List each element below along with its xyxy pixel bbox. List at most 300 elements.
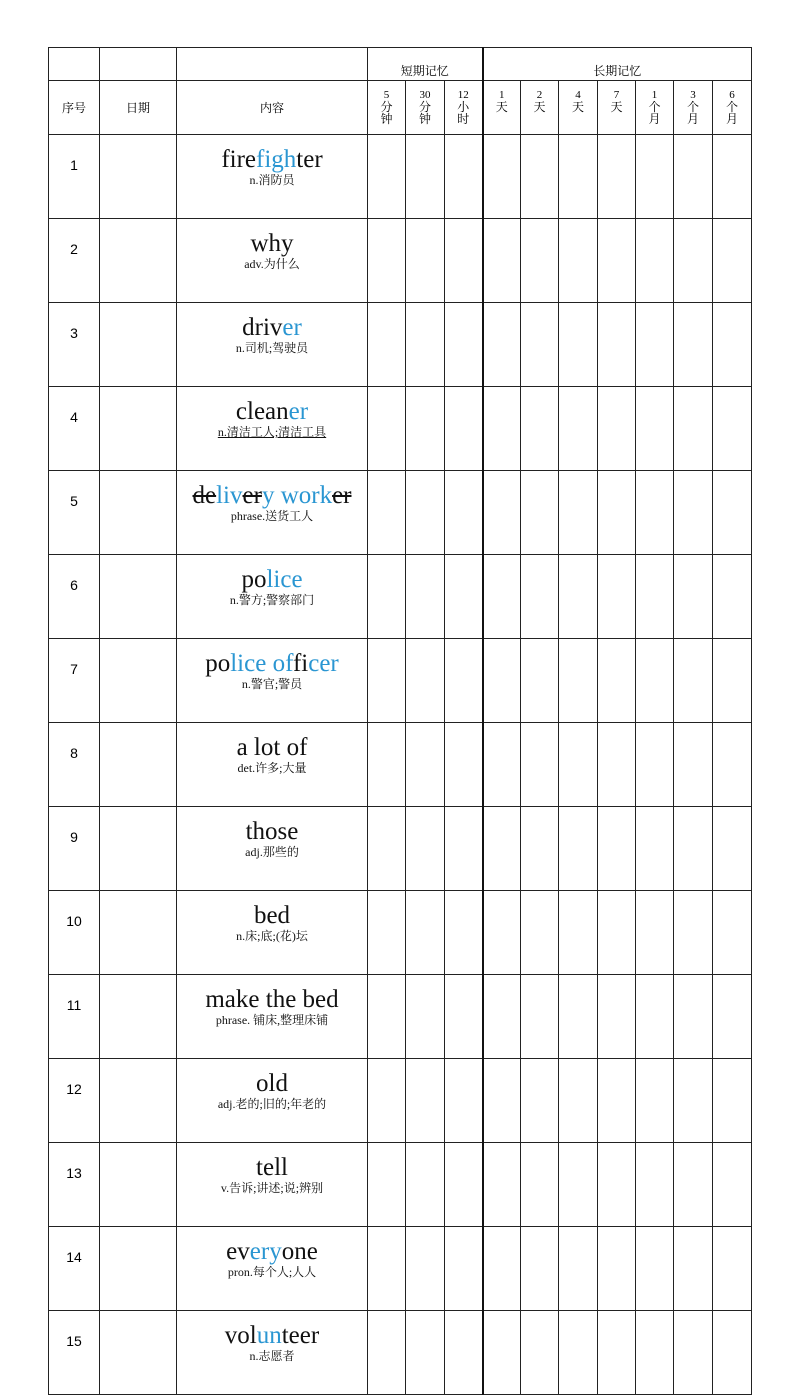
review-checkbox-cell[interactable] [445,219,483,303]
review-checkbox-cell[interactable] [445,135,483,219]
interval-number: 12 [457,89,469,101]
word-segment: vol [224,1322,257,1349]
long-term-header: 长期记忆 [483,48,752,81]
word-segment: er [303,146,323,173]
review-checkbox-cell[interactable] [483,807,521,891]
review-checkbox-cell[interactable] [559,1311,598,1395]
review-checkbox-cell[interactable] [713,555,752,639]
review-checkbox-cell[interactable] [598,1143,636,1227]
review-checkbox-cell[interactable] [674,387,713,471]
review-checkbox-cell[interactable] [636,1311,674,1395]
review-checkbox-cell[interactable] [559,303,598,387]
review-checkbox-cell[interactable] [713,387,752,471]
table-row [49,1311,752,1395]
interval-unit: 月 [726,112,739,126]
review-checkbox-cell[interactable] [521,975,559,1059]
review-checkbox-cell[interactable] [598,639,636,723]
date-cell[interactable] [100,975,177,1059]
word-segment: tell [256,1154,288,1181]
blank-header-cell [177,48,368,81]
vocabulary-word [177,567,367,593]
word-segment: er [282,314,302,341]
review-checkbox-cell[interactable] [598,555,636,639]
word-segment: lice [266,566,303,593]
review-checkbox-cell[interactable] [674,1143,713,1227]
table-row [49,639,752,723]
review-checkbox-cell[interactable] [713,1227,752,1311]
review-checkbox-cell[interactable] [406,387,445,471]
review-checkbox-cell[interactable] [521,387,559,471]
interval-column-header [368,81,406,135]
word-meaning: v.告诉;讲述;说;辨别 [220,1181,324,1195]
date-cell[interactable] [100,1143,177,1227]
table-row [49,1143,752,1227]
review-checkbox-cell[interactable] [521,723,559,807]
interval-unit: 天 [610,100,623,114]
review-checkbox-cell[interactable] [368,555,406,639]
review-checkbox-cell[interactable] [406,1143,445,1227]
review-checkbox-cell[interactable] [598,1059,636,1143]
review-checkbox-cell[interactable] [483,387,521,471]
review-sheet [48,47,751,1395]
review-checkbox-cell[interactable] [445,387,483,471]
review-checkbox-cell[interactable] [559,1227,598,1311]
review-checkbox-cell[interactable] [445,723,483,807]
row-index: 11 [49,975,100,1059]
word-segment: a lot of [236,734,308,761]
row-index: 2 [49,219,100,303]
table-row [49,135,752,219]
vocabulary-word [177,231,367,257]
review-checkbox-cell[interactable] [483,975,521,1059]
word-meaning: adv.为什么 [244,257,300,271]
review-checkbox-cell[interactable] [674,219,713,303]
date-column-header: 日期 [100,81,177,135]
interval-unit: 分 [418,100,431,114]
review-checkbox-cell[interactable] [521,891,559,975]
table-row [49,303,752,387]
review-checkbox-cell[interactable] [521,639,559,723]
review-checkbox-cell[interactable] [713,975,752,1059]
interval-column-header [713,81,752,135]
review-checkbox-cell[interactable] [598,303,636,387]
review-checkbox-cell[interactable] [368,723,406,807]
review-checkbox-cell[interactable] [406,1227,445,1311]
review-checkbox-cell[interactable] [559,135,598,219]
review-checkbox-cell[interactable] [483,219,521,303]
review-checkbox-cell[interactable] [521,807,559,891]
review-checkbox-cell[interactable] [521,1227,559,1311]
interval-column-header [483,81,521,135]
row-index: 12 [49,1059,100,1143]
review-checkbox-cell[interactable] [483,891,521,975]
review-checkbox-cell[interactable] [713,1143,752,1227]
word-segment: cer [308,650,339,677]
word-segment: bed [253,902,291,929]
review-checkbox-cell[interactable] [368,135,406,219]
review-checkbox-cell[interactable] [445,1311,483,1395]
content-cell [177,1059,368,1143]
interval-unit: 天 [495,100,508,114]
vocabulary-table [48,47,752,1395]
review-checkbox-cell[interactable] [406,555,445,639]
review-checkbox-cell[interactable] [368,1311,406,1395]
review-checkbox-cell[interactable] [368,1227,406,1311]
content-cell [177,891,368,975]
review-checkbox-cell[interactable] [368,891,406,975]
review-checkbox-cell[interactable] [559,219,598,303]
word-segment: figh [256,146,297,173]
review-checkbox-cell[interactable] [483,471,521,555]
header-group-row [49,48,752,81]
word-segment: ery [249,1238,282,1265]
review-checkbox-cell[interactable] [674,471,713,555]
review-checkbox-cell[interactable] [713,135,752,219]
date-cell[interactable] [100,891,177,975]
word-segment: clean [235,398,289,425]
date-cell[interactable] [100,387,177,471]
review-checkbox-cell[interactable] [368,639,406,723]
review-checkbox-cell[interactable] [445,555,483,639]
vocabulary-word [177,651,367,677]
content-cell [177,723,368,807]
word-segment: de [192,482,217,509]
review-checkbox-cell[interactable] [559,975,598,1059]
review-checkbox-cell[interactable] [368,1059,406,1143]
content-cell [177,807,368,891]
review-checkbox-cell[interactable] [636,639,674,723]
word-meaning: n.警官;警员 [241,677,303,691]
content-cell [177,1227,368,1311]
interval-number: 3 [690,89,696,101]
review-checkbox-cell[interactable] [483,1143,521,1227]
review-checkbox-cell[interactable] [674,135,713,219]
interval-unit: 时 [457,112,470,126]
vocabulary-word [177,1155,367,1181]
review-checkbox-cell[interactable] [598,891,636,975]
word-segment: ev [226,1238,250,1265]
review-checkbox-cell[interactable] [559,1059,598,1143]
review-checkbox-cell[interactable] [406,303,445,387]
review-checkbox-cell[interactable] [674,807,713,891]
review-checkbox-cell[interactable] [559,891,598,975]
review-checkbox-cell[interactable] [598,219,636,303]
content-cell [177,303,368,387]
review-checkbox-cell[interactable] [674,303,713,387]
review-checkbox-cell[interactable] [559,1143,598,1227]
interval-unit: 个 [648,100,661,114]
review-checkbox-cell[interactable] [598,135,636,219]
review-checkbox-cell[interactable] [598,1227,636,1311]
review-checkbox-cell[interactable] [483,135,521,219]
review-checkbox-cell[interactable] [598,1311,636,1395]
content-cell [177,387,368,471]
word-segment: make the bed [205,986,339,1013]
word-segment: er [288,398,309,425]
index-column-header: 序号 [49,81,100,135]
word-meaning: det.许多;大量 [237,761,307,775]
review-checkbox-cell[interactable] [674,1227,713,1311]
word-segment: lice of [230,650,293,677]
review-checkbox-cell[interactable] [674,639,713,723]
review-checkbox-cell[interactable] [674,975,713,1059]
review-checkbox-cell[interactable] [445,1059,483,1143]
review-checkbox-cell[interactable] [483,639,521,723]
interval-unit: 小 [457,100,470,114]
review-checkbox-cell[interactable] [483,1311,521,1395]
review-checkbox-cell[interactable] [368,807,406,891]
review-checkbox-cell[interactable] [713,891,752,975]
content-cell [177,1143,368,1227]
review-checkbox-cell[interactable] [521,555,559,639]
review-checkbox-cell[interactable] [636,891,674,975]
row-index: 6 [49,555,100,639]
date-cell[interactable] [100,723,177,807]
review-checkbox-cell[interactable] [406,1059,445,1143]
review-checkbox-cell[interactable] [406,639,445,723]
row-index: 9 [49,807,100,891]
row-index: 7 [49,639,100,723]
content-cell [177,639,368,723]
table-row [49,387,752,471]
word-segment: fire [221,146,257,173]
interval-number: 1 [499,89,505,101]
review-checkbox-cell[interactable] [636,1143,674,1227]
vocabulary-word [177,399,367,425]
row-index: 3 [49,303,100,387]
date-cell[interactable] [100,471,177,555]
review-checkbox-cell[interactable] [483,1059,521,1143]
review-checkbox-cell[interactable] [406,807,445,891]
interval-unit: 钟 [380,112,393,126]
review-checkbox-cell[interactable] [636,807,674,891]
word-segment: one [281,1238,318,1265]
review-checkbox-cell[interactable] [521,471,559,555]
vocabulary-word [177,903,367,929]
date-cell[interactable] [100,555,177,639]
interval-unit: 分 [380,100,393,114]
interval-column-header [636,81,674,135]
date-cell[interactable] [100,135,177,219]
review-checkbox-cell[interactable] [636,1227,674,1311]
review-checkbox-cell[interactable] [713,471,752,555]
word-meaning: n.志愿者 [249,1349,295,1363]
row-index: 5 [49,471,100,555]
review-checkbox-cell[interactable] [636,303,674,387]
word-segment: po [205,650,231,677]
interval-column-header [406,81,445,135]
review-checkbox-cell[interactable] [636,555,674,639]
review-checkbox-cell[interactable] [674,1059,713,1143]
review-checkbox-cell[interactable] [445,303,483,387]
review-checkbox-cell[interactable] [598,471,636,555]
vocabulary-word [177,483,367,509]
review-checkbox-cell[interactable] [445,975,483,1059]
review-checkbox-cell[interactable] [406,135,445,219]
interval-number: 6 [729,89,735,101]
review-checkbox-cell[interactable] [598,807,636,891]
word-meaning: n.清洁工人;清洁工具 [217,425,327,439]
review-checkbox-cell[interactable] [445,807,483,891]
content-column-header: 内容 [177,81,368,135]
word-meaning: adj.老的;旧的;年老的 [217,1097,327,1111]
review-checkbox-cell[interactable] [636,135,674,219]
table-row [49,1059,752,1143]
interval-column-header [598,81,636,135]
header-interval-row [49,81,752,135]
review-checkbox-cell[interactable] [636,471,674,555]
row-index: 8 [49,723,100,807]
review-checkbox-cell[interactable] [521,1059,559,1143]
table-row [49,891,752,975]
interval-column-header [521,81,559,135]
review-checkbox-cell[interactable] [559,807,598,891]
review-checkbox-cell[interactable] [406,975,445,1059]
interval-number: 5 [383,89,390,101]
table-row [49,723,752,807]
review-checkbox-cell[interactable] [368,219,406,303]
review-checkbox-cell[interactable] [445,639,483,723]
vocabulary-word [177,735,367,761]
review-checkbox-cell[interactable] [713,219,752,303]
table-row [49,975,752,1059]
row-index: 15 [49,1311,100,1395]
interval-number: 2 [536,89,543,101]
row-index: 13 [49,1143,100,1227]
review-checkbox-cell[interactable] [713,303,752,387]
word-segment: those [245,818,299,845]
review-checkbox-cell[interactable] [483,1227,521,1311]
interval-column-header [445,81,483,135]
interval-column-header [674,81,713,135]
date-cell[interactable] [100,807,177,891]
review-checkbox-cell[interactable] [521,1311,559,1395]
review-checkbox-cell[interactable] [674,1311,713,1395]
interval-number: 7 [613,89,620,101]
content-cell [177,219,368,303]
content-cell [177,135,368,219]
date-cell[interactable] [100,1227,177,1311]
review-checkbox-cell[interactable] [445,1227,483,1311]
date-cell[interactable] [100,1059,177,1143]
review-checkbox-cell[interactable] [713,723,752,807]
review-checkbox-cell[interactable] [406,891,445,975]
word-segment: liv [216,482,243,509]
review-checkbox-cell[interactable] [598,387,636,471]
word-meaning: adj.那些的 [245,845,299,859]
vocabulary-word [177,315,367,341]
vocabulary-word [177,987,367,1013]
interval-number: 30 [419,89,431,101]
review-checkbox-cell[interactable] [674,723,713,807]
review-checkbox-cell[interactable] [559,723,598,807]
review-checkbox-cell[interactable] [406,1311,445,1395]
table-row [49,219,752,303]
review-checkbox-cell[interactable] [483,555,521,639]
vocabulary-word [177,147,367,173]
word-meaning: n.消防员 [249,173,295,187]
review-checkbox-cell[interactable] [598,975,636,1059]
review-checkbox-cell[interactable] [559,387,598,471]
date-cell[interactable] [100,1311,177,1395]
row-index: 14 [49,1227,100,1311]
review-checkbox-cell[interactable] [368,387,406,471]
review-checkbox-cell[interactable] [483,303,521,387]
interval-unit: 钟 [418,112,431,126]
word-segment: po [241,566,267,593]
blank-header-cell [49,48,100,81]
word-segment: er [332,482,352,509]
word-segment: why [250,230,294,257]
review-checkbox-cell[interactable] [636,219,674,303]
review-checkbox-cell[interactable] [521,303,559,387]
review-checkbox-cell[interactable] [559,471,598,555]
review-checkbox-cell[interactable] [636,1059,674,1143]
interval-number: 4 [575,89,581,101]
review-checkbox-cell[interactable] [406,723,445,807]
review-checkbox-cell[interactable] [521,219,559,303]
review-checkbox-cell[interactable] [368,1143,406,1227]
date-cell[interactable] [100,219,177,303]
review-checkbox-cell[interactable] [674,555,713,639]
review-checkbox-cell[interactable] [368,471,406,555]
review-checkbox-cell[interactable] [636,975,674,1059]
content-cell [177,555,368,639]
review-checkbox-cell[interactable] [406,219,445,303]
word-segment: er [242,482,262,509]
word-segment: teer [281,1322,320,1349]
review-checkbox-cell[interactable] [713,807,752,891]
table-row [49,1227,752,1311]
interval-unit: 个 [687,100,700,114]
review-checkbox-cell[interactable] [636,723,674,807]
word-meaning: n.警方;警察部门 [229,593,315,607]
row-index: 4 [49,387,100,471]
review-checkbox-cell[interactable] [674,891,713,975]
review-checkbox-cell[interactable] [368,303,406,387]
review-checkbox-cell[interactable] [713,1059,752,1143]
content-cell [177,975,368,1059]
content-cell [177,471,368,555]
date-cell[interactable] [100,639,177,723]
review-checkbox-cell[interactable] [559,555,598,639]
review-checkbox-cell[interactable] [483,723,521,807]
word-segment: fi [292,650,309,677]
review-checkbox-cell[interactable] [713,639,752,723]
word-segment: driv [242,314,283,341]
review-checkbox-cell[interactable] [713,1311,752,1395]
interval-unit: 天 [572,100,585,114]
row-index: 1 [49,135,100,219]
review-checkbox-cell[interactable] [521,1143,559,1227]
review-checkbox-cell[interactable] [559,639,598,723]
row-index: 10 [49,891,100,975]
review-checkbox-cell[interactable] [368,975,406,1059]
review-checkbox-cell[interactable] [445,891,483,975]
review-checkbox-cell[interactable] [445,1143,483,1227]
review-checkbox-cell[interactable] [521,135,559,219]
date-cell[interactable] [100,303,177,387]
interval-number: 1 [651,89,658,101]
blank-header-cell [100,48,177,81]
review-checkbox-cell[interactable] [445,471,483,555]
vocabulary-word [177,1239,367,1265]
review-checkbox-cell[interactable] [598,723,636,807]
review-checkbox-cell[interactable] [406,471,445,555]
interval-unit: 月 [687,112,700,126]
review-checkbox-cell[interactable] [636,387,674,471]
word-meaning: n.床;底;(花)坛 [236,929,308,943]
